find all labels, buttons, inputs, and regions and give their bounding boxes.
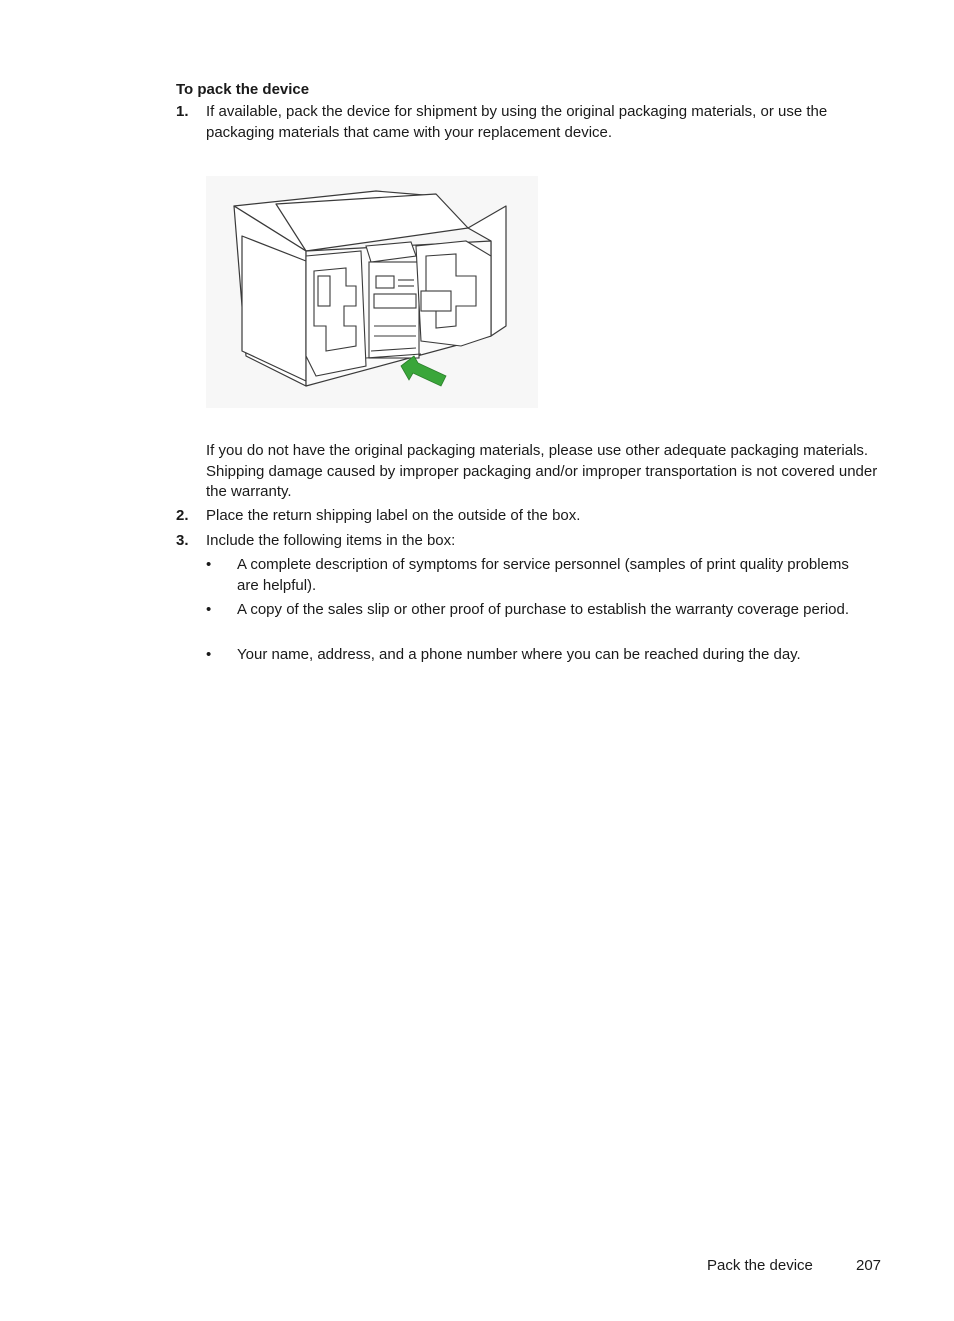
step-1 <box>176 102 886 143</box>
step-2 <box>176 506 886 527</box>
step-text: If available, pack the device for shipment by using the original packaging materials, or use the packaging materials that came with your replacement device. <box>206 103 828 141</box>
step-3 <box>176 531 886 552</box>
step-number: 1. <box>176 103 189 120</box>
packaging-note: If you do not have the original packaging materials, please use other adequate packaging materials. Shipping damage caused by improper packaging and/or improper transportation is not covered under the warranty. <box>206 442 878 500</box>
procedure-heading: To pack the device <box>176 81 310 98</box>
bullet-text: A copy of the sales slip or other proof of purchase to establish the warranty coverage period. <box>237 601 850 618</box>
bullet-text: Your name, address, and a phone number where you can be reached during the day. <box>237 646 801 663</box>
bullet-icon: • <box>206 556 212 573</box>
device-packing-box-illustration <box>206 176 538 408</box>
footer-section-title: Pack the device <box>707 1257 813 1274</box>
bullet-item <box>206 555 866 596</box>
bullet-text: A complete description of symptoms for service personnel (samples of print quality problems are helpful). <box>237 556 849 594</box>
step-text: Place the return shipping label on the outside of the box. <box>206 507 581 524</box>
bullet-icon: • <box>206 646 212 663</box>
bullet-icon: • <box>206 601 212 618</box>
bullet-item <box>206 645 866 666</box>
step-text: Include the following items in the box: <box>206 532 456 549</box>
step-number: 2. <box>176 507 189 524</box>
bullet-item <box>206 600 866 621</box>
footer-page-number: 207 <box>856 1257 882 1274</box>
step-number: 3. <box>176 532 189 549</box>
